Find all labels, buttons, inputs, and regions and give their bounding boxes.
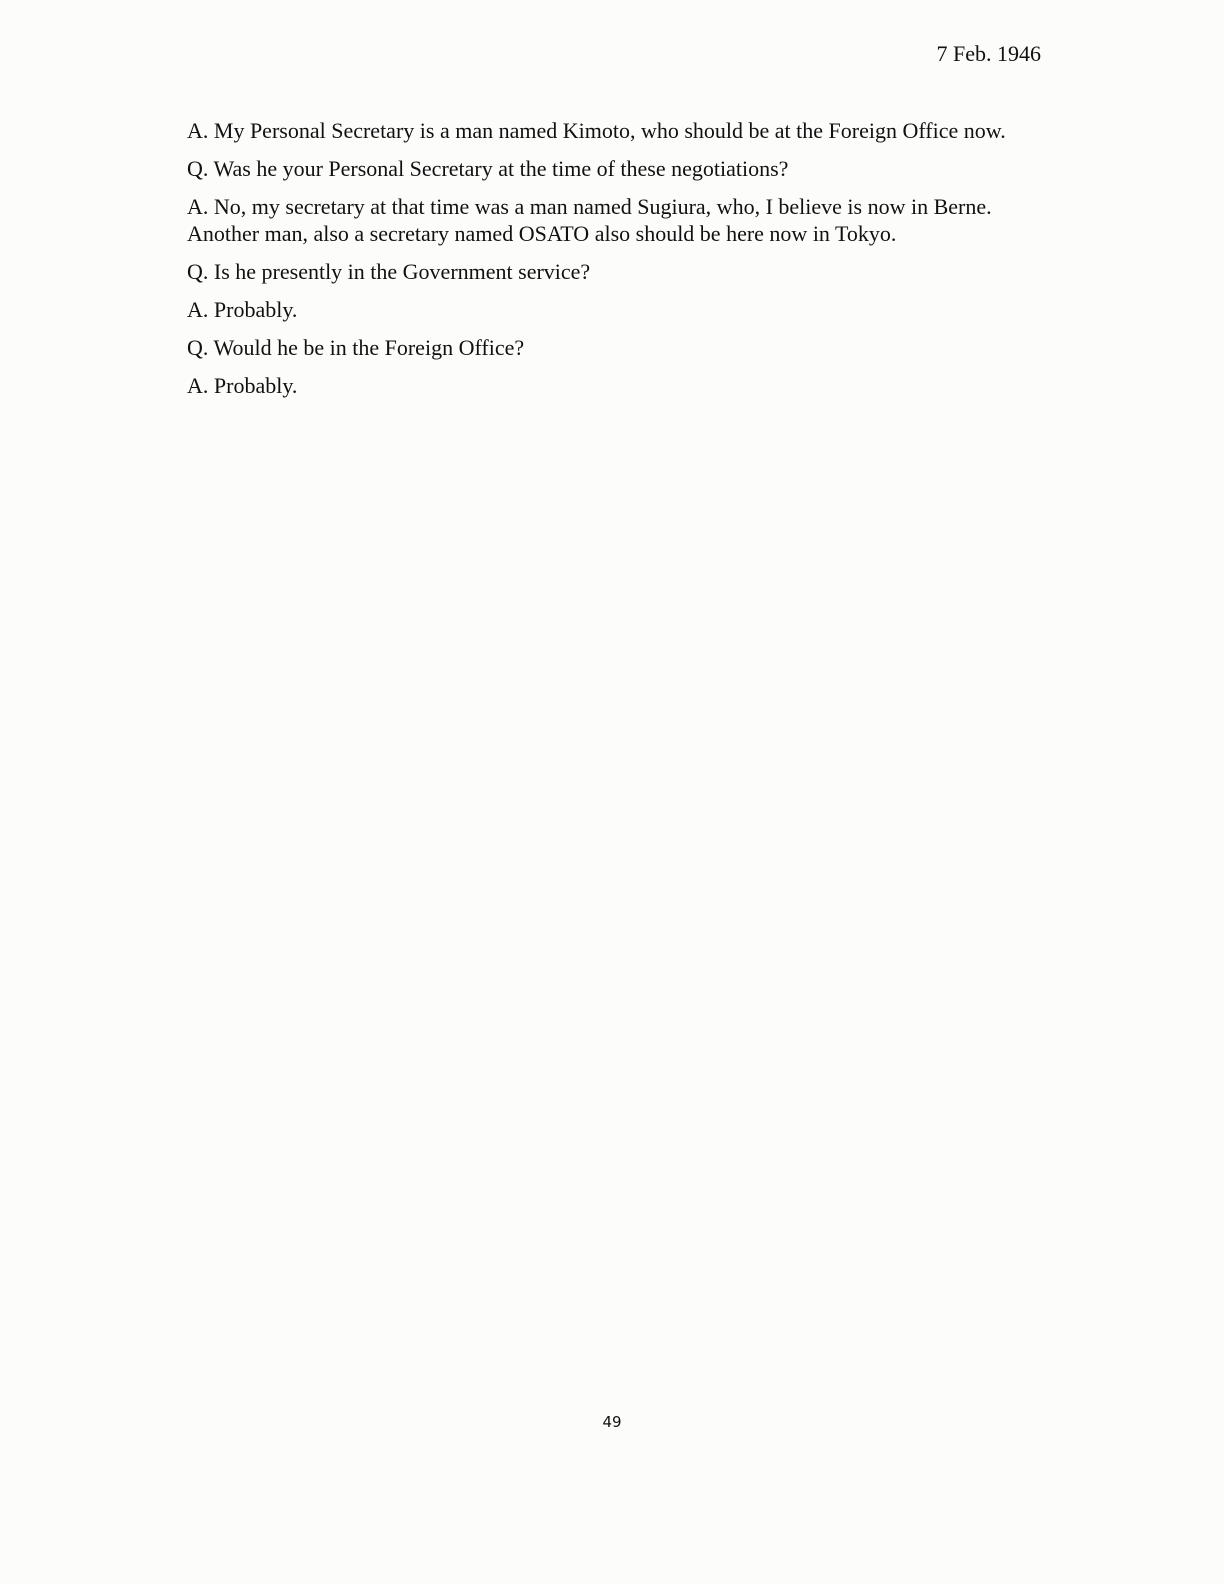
transcript-body [187, 117, 1053, 410]
question-line: Q. Is he presently in the Government service? [187, 259, 591, 284]
answer-line: A. No, my secretary at that time was a man named Sugiura, who, I believe is now in Berne. Another man, also a secretary named OSATO also should be here now in Tokyo. [187, 194, 992, 246]
answer-line: A. Probably. [187, 297, 298, 322]
page-number: 49 [602, 1413, 622, 1431]
question-line: Q. Would he be in the Foreign Office? [187, 335, 525, 360]
document-date: 7 Feb. 1946 [936, 41, 1041, 66]
question-line: Q. Was he your Personal Secretary at the time of these negotiations? [187, 156, 789, 181]
answer-line: A. Probably. [187, 373, 298, 398]
answer-line: A. My Personal Secretary is a man named Kimoto, who should be at the Foreign Office now. [187, 118, 1006, 143]
